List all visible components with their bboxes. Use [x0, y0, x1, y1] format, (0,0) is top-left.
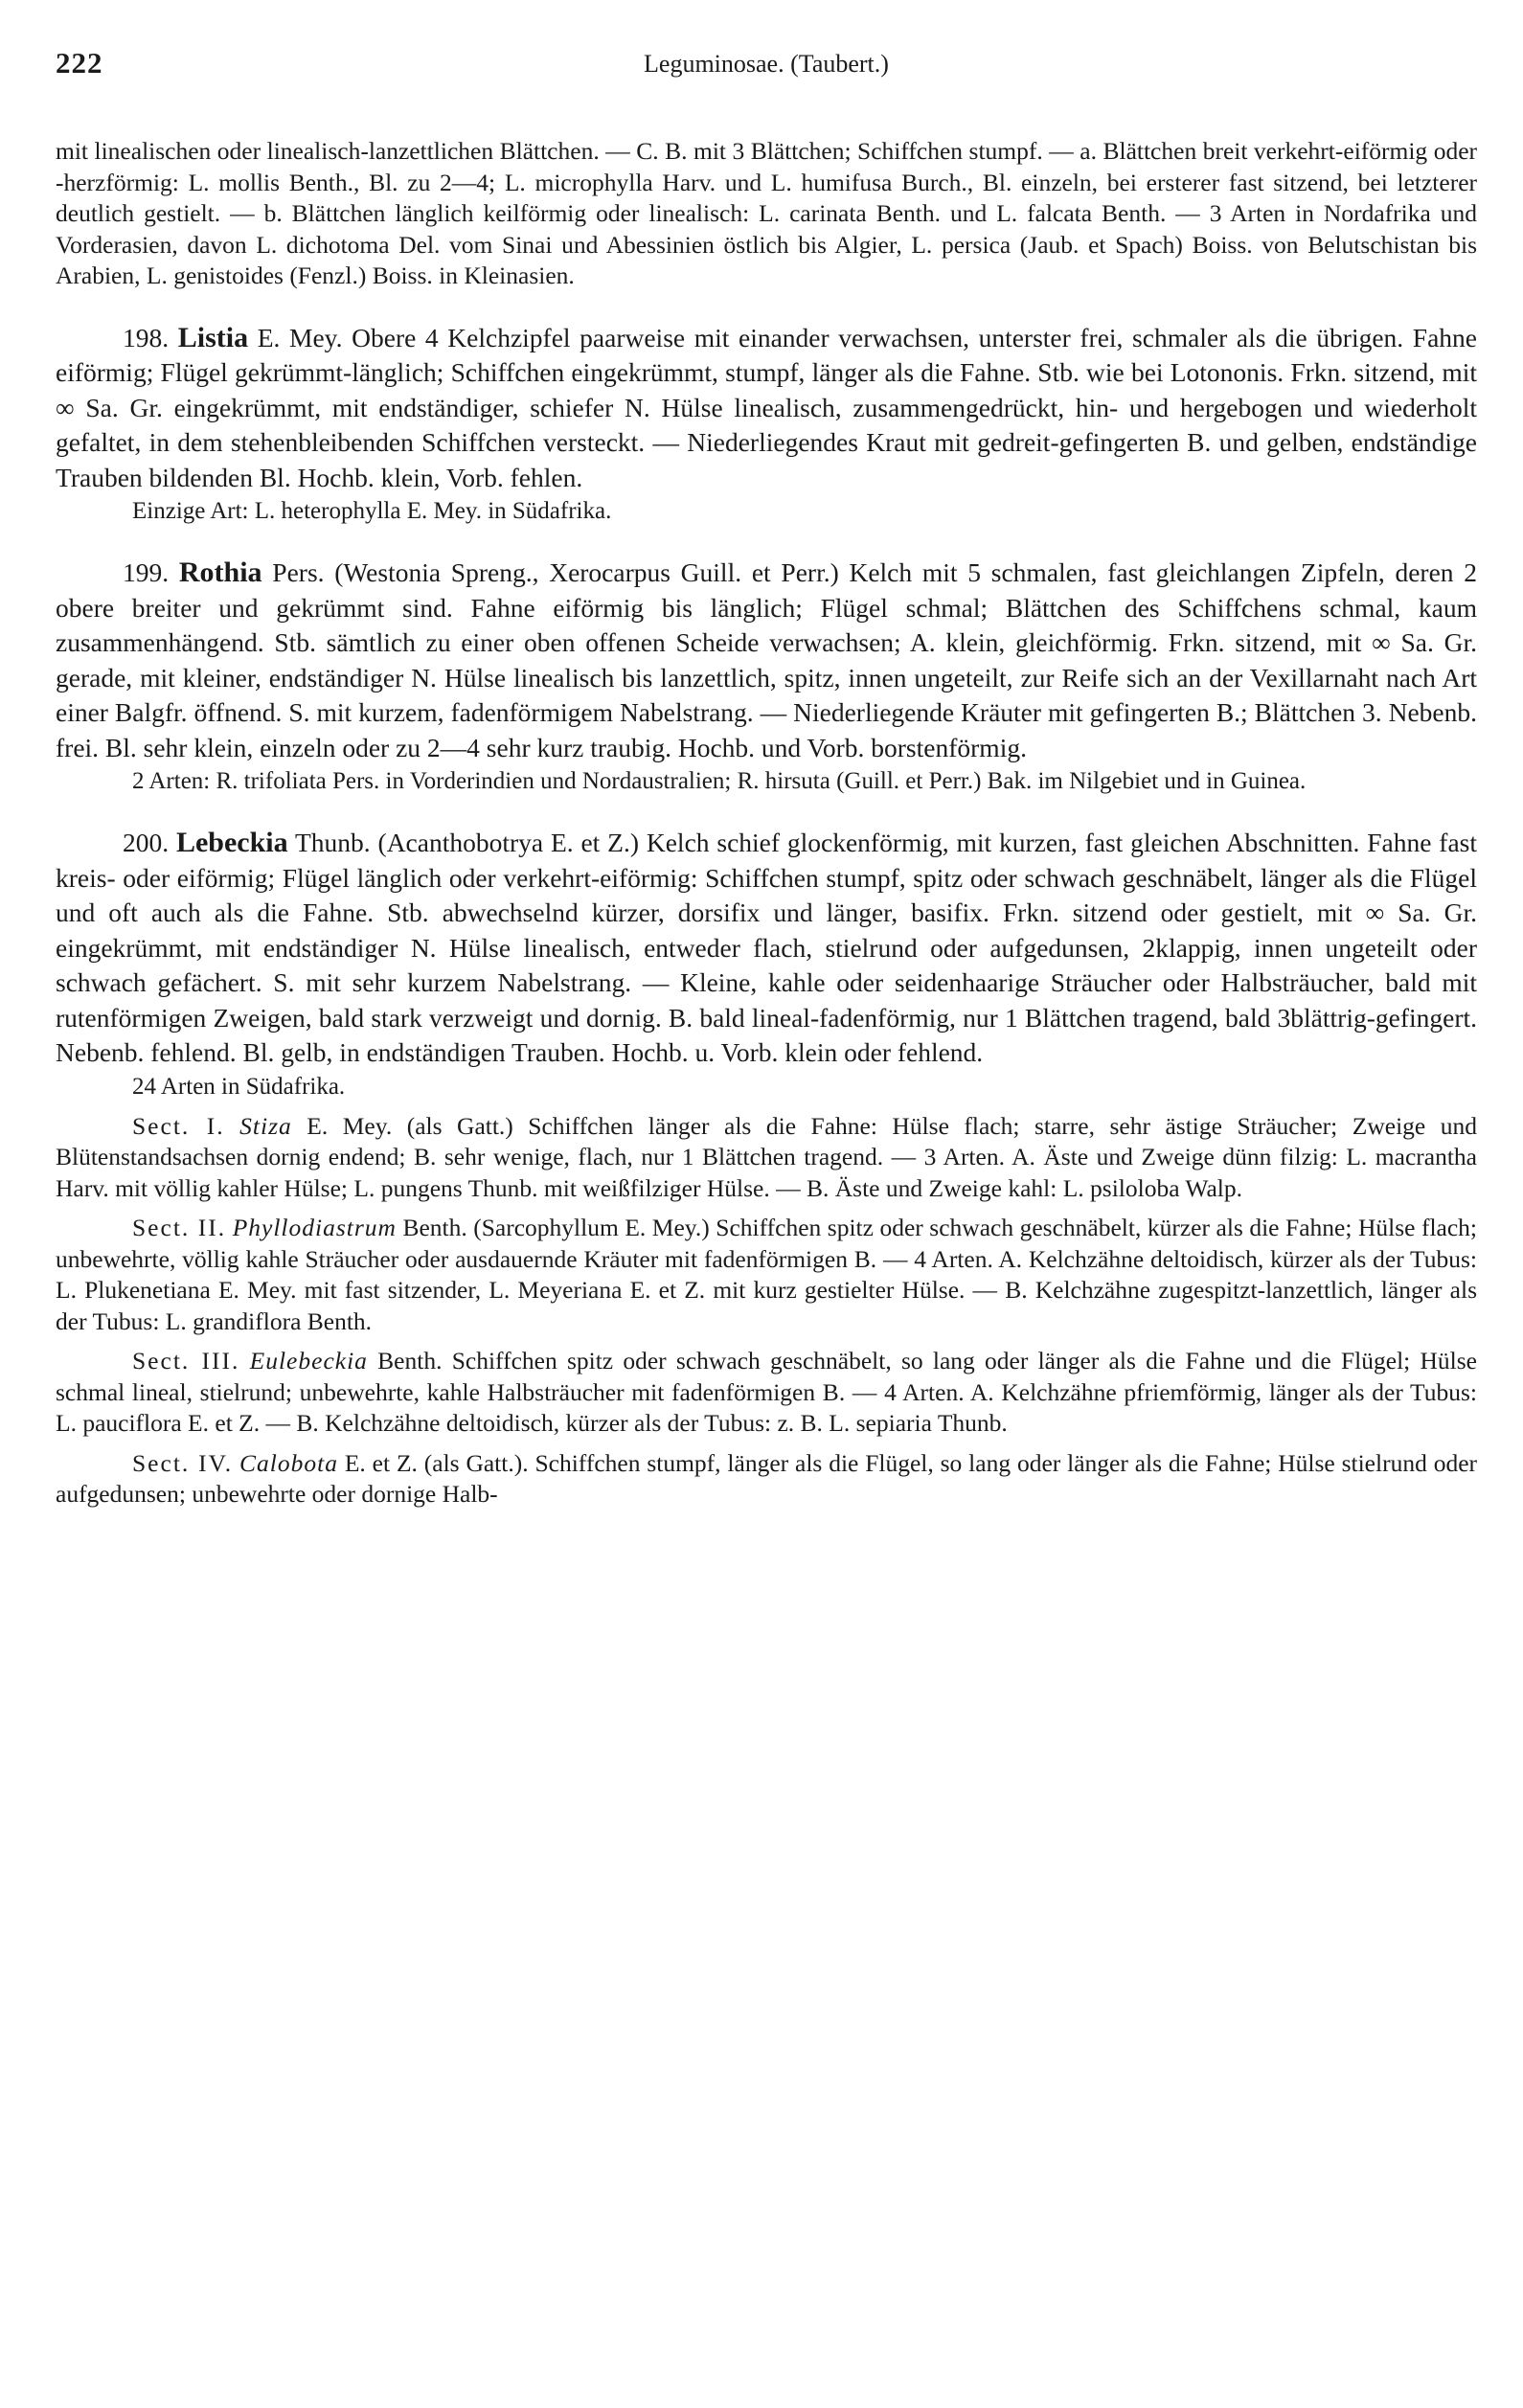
genus-text: Thunb. (Acanthobotrya E. et Z.) Kelch schief glockenförmig, mit kurzen, fast gleichen Abschnitten. Fahne fast kreis- oder eiförmig; Flügel länglich oder verkehrt-eiförmig: Schiffchen stumpf, spitz oder schwach geschnäbelt, länger als die Flügel und oft auch als die Fahne. Stb. abwechselnd kürzer, dorsifix und länger, basifix. Frkn. sitzend oder gestielt, mit ∞ Sa. Gr. eingekrümmt, mit endständiger N. Hülse linealisch, entweder flach, stielrund oder aufgedunsen, 2klappig, innen ungeteilt oder schwach gefächert. S. mit sehr kurzem Nabelstrang. — Kleine, kahle oder seidenhaarige Sträucher oder Halbsträucher, bald mit rutenförmigen Zweigen, bald stark verzweigt und dornig. B. bald lineal-fadenförmig, nur 1 Blättchen tragend, bald 3blättrig-gefingert. Nebenb. fehlend. Bl. gelb, in endständigen Trauben. Hochb. u. Vorb. klein oder fehlend. — [56, 828, 1477, 1067]
page-header — [56, 42, 1477, 109]
page-number: 222 — [56, 46, 103, 80]
paragraph-text: mit linealischen oder linealisch-lanzettlichen Blättchen. — C. B. mit 3 Blättchen; Schiffchen stumpf. — a. Blättchen breit verkehrt-eiförmig oder -herzförmig: L. mollis Benth., Bl. zu 2—4; L. microphylla Harv. und L. humifusa Burch., Bl. einzeln, bei ersterer fast sitzend, bei letzterer deutlich gestielt. — b. Blättchen länglich keilförmig oder linealisch: L. carinata Benth. und L. falcata Benth. — 3 Arten in Nordafrika und Vorderasien, davon L. dichotoma Del. vom Sinai und Abessinien östlich bis Algier, L. persica (Jaub. et Spach) Boiss. von Belutschistan bis Arabien, L. genistoides (Fenzl.) Boiss. in Kleinasien. — [56, 137, 1477, 289]
section-entry — [56, 1346, 1477, 1440]
section-name: Stiza — [239, 1111, 292, 1140]
genus-description — [56, 826, 1477, 1071]
section-label: Sect. IV. — [132, 1448, 234, 1477]
species-note: Einzige Art: L. heterophylla E. Mey. in Südafrika. — [132, 498, 612, 524]
genus-name: Lebeckia — [175, 827, 288, 858]
section-body: E. et Z. (als Gatt.). Schiffchen stumpf, länger als die Flügel, so lang oder länger als die Fahne; Hülse stielrund oder aufgedunsen; unbewehrte oder dornige Halb- — [56, 1448, 1478, 1508]
section-text — [56, 1111, 1477, 1205]
genus-number: 199. — [123, 557, 170, 587]
genus-name: Rothia — [178, 557, 262, 588]
document-page — [56, 42, 1477, 1511]
genus-entry-lebeckia — [56, 826, 1477, 1102]
genus-description — [56, 556, 1477, 765]
section-text — [56, 1346, 1477, 1440]
section-entry — [56, 1448, 1477, 1511]
genus-entry-rothia — [56, 556, 1477, 797]
section-label: Sect. II. — [132, 1214, 227, 1241]
section-body: Benth. (Sarcophyllum E. Mey.) Schiffchen spitz oder schwach geschnäbelt, kürzer als die Fahne; Hülse flach; unbewehrte, völlig kahle Sträucher oder ausdauernde Kräuter mit fadenförmigen B. — 4 Arten. A. Kelchzähne deltoidisch, kürzer als der Tubus: L. Plukenetiana E. Mey. mit fast sitzender, L. Meyeriana E. et Z. mit kurz gestielter Hülse. — B. Kelchzähne zugespitzt-lanzettlich, länger als der Tubus: L. grandiflora Benth. — [56, 1214, 1477, 1335]
section-label: Sect. I. — [132, 1111, 225, 1140]
section-name: Calobota — [239, 1448, 338, 1477]
genus-number: 198. — [123, 322, 170, 352]
species-note: 2 Arten: R. trifoliata Pers. in Vorderindien und Nordaustralien; R. hirsuta (Guill. et Perr.) Bak. im Nilgebiet und in Guinea. — [132, 768, 1307, 794]
genus-text: E. Mey. Obere 4 Kelchzipfel paarweise mit einander verwachsen, unterster frei, schmaler als die übrigen. Fahne eiförmig; Flügel gekrümmt-länglich; Schiffchen eingekrümmt, stumpf, länger als die Fahne. Stb. wie bei Lotononis. Frkn. sitzend, mit ∞ Sa. Gr. eingekrümmt, mit endständiger, schiefer N. Hülse linealisch, zusammengedrückt, hin- und hergebogen und wiederholt gefaltet, in dem stehenbleibenden Schiffchen versteckt. — Niederliegendes Kraut mit gedreit-gefingerten B. und gelben, endständige Trauben bildenden Bl. Hochb. klein, Vorb. fehlen. — [56, 322, 1478, 492]
running-title: Leguminosae. (Taubert.) — [644, 50, 889, 78]
section-entry — [56, 1213, 1477, 1337]
section-body: Benth. Schiffchen spitz oder schwach geschnäbelt, so lang oder länger als die Fahne und die Flügel; Hülse schmal lineal, stielrund; unbewehrte, kahle Halbsträucher mit fadenförmigen B. — 4 Arten. A. Kelchzähne pfriemförmig, länger als der Tubus: L. pauciflora E. et Z. — B. Kelchzähne deltoidisch, kürzer als der Tubus: z. B. L. sepiaria Thunb. — [56, 1347, 1477, 1437]
genus-description — [56, 321, 1477, 496]
genus-text: Pers. (Westonia Spreng., Xerocarpus Guill. et Perr.) Kelch mit 5 schmalen, fast gleichlangen Zipfeln, deren 2 obere breiter und gekrümmt sind. Fahne eiförmig bis länglich; Flügel schmal; Blättchen des Schiffchens schmal, kaum zusammenhängend. Stb. sämtlich zu einer oben offenen Scheide verwachsen; A. klein, gleichförmig. Frkn. sitzend, mit ∞ Sa. Gr. gerade, mit kleiner, endständiger N. Hülse linealisch bis lanzettlich, spitz, innen ungeteilt, zur Reife sich an der Vexillarnaht nach Art einer Balgfr. öffnend. S. mit kurzem, fadenförmigem Nabelstrang. — Niederliegende Kräuter mit gefingerten B.; Blättchen 3. Nebenb. frei. Bl. sehr klein, einzeln oder zu 2—4 sehr kurz traubig. Hochb. und Vorb. borstenförmig. — [56, 557, 1478, 762]
section-name: Phyllodiastrum — [232, 1214, 397, 1241]
section-text — [56, 1448, 1477, 1511]
species-note: 24 Arten in Südafrika. — [132, 1073, 346, 1100]
genus-name: Listia — [177, 321, 249, 353]
section-text — [56, 1213, 1477, 1337]
section-name: Eulebeckia — [249, 1347, 368, 1374]
genus-number: 200. — [123, 828, 170, 857]
continuation-paragraph — [56, 136, 1477, 292]
section-label: Sect. III. — [132, 1347, 240, 1374]
genus-entry-listia — [56, 321, 1477, 528]
section-body: E. Mey. (als Gatt.) Schiffchen länger als die Fahne: Hülse flach; starre, sehr ästige Sträucher; Zweige und Blütenstandsachsen dornig endend; B. sehr wenige, flach, nur 1 Blättchen tragend. — 3 Arten. A. Äste und Zweige dünn filzig: L. macrantha Harv. mit völlig kahler Hülse; L. pungens Thunb. mit weißfilziger Hülse. — B. Äste und Zweige kahl: L. psiloloba Walp. — [56, 1111, 1477, 1202]
section-entry — [56, 1111, 1477, 1205]
